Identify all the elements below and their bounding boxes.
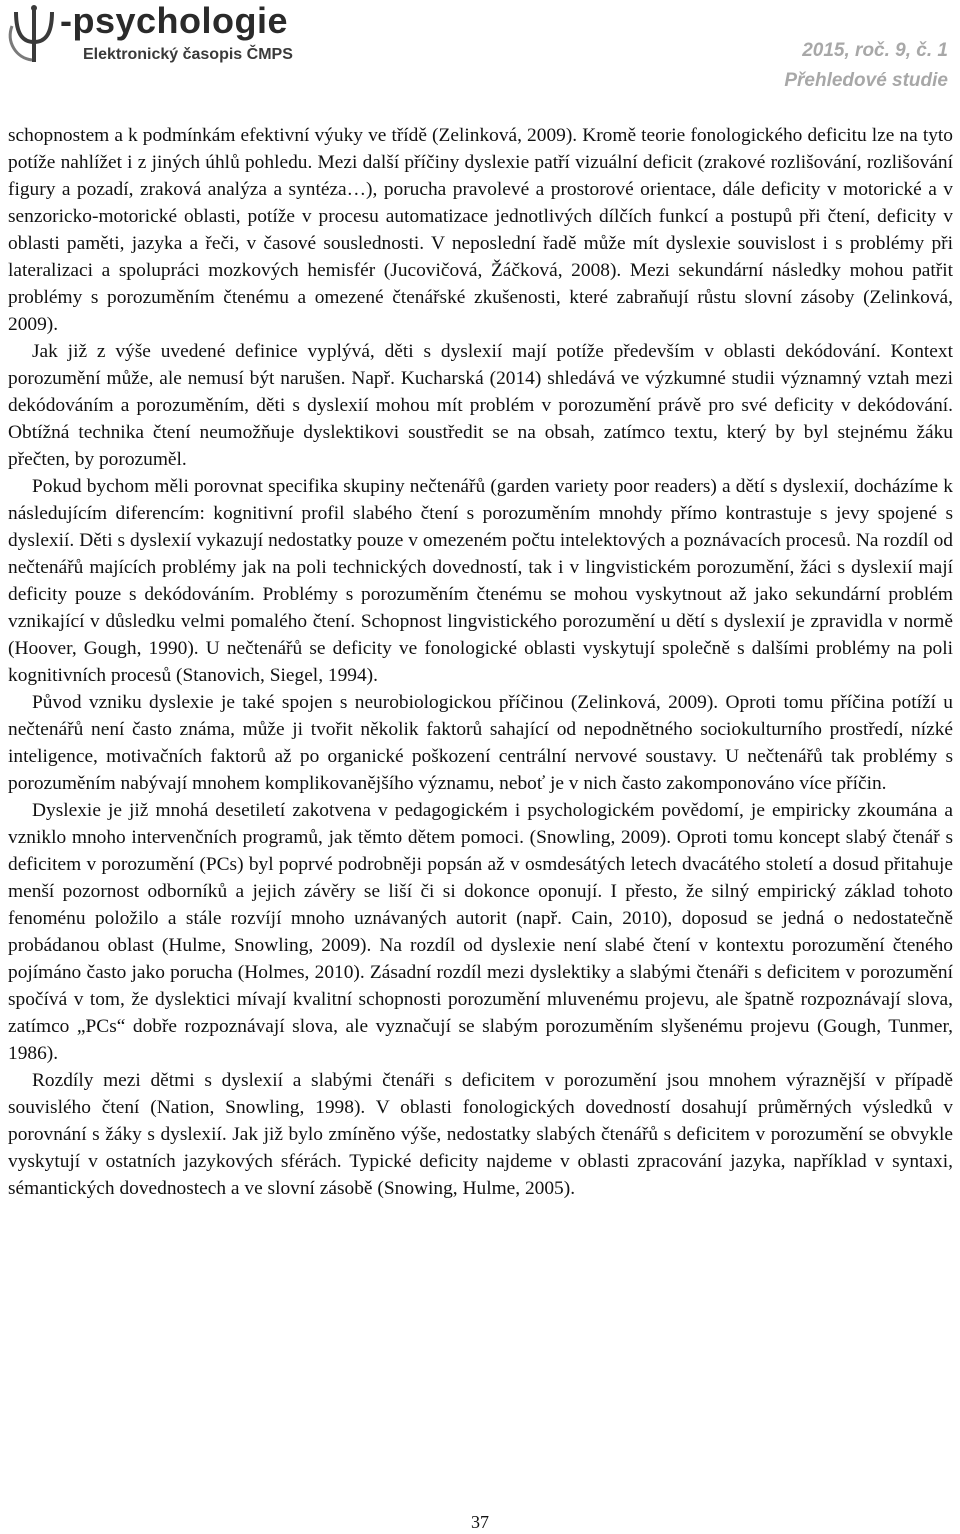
paragraph: Původ vzniku dyslexie je také spojen s neurobiologickou příčinou (Zelinková, 2009). Oproti tomu příčina potíží u nečtenářů není často známa, může ji tvořit několik faktorů sahající od nepodnětného sociokulturního prostředí, nízké inteligence, motivačních faktorů až po organické poškození centrální nervové soustavy. U nečtenářů tak problémy s porozuměním nabývají mnohem komplikovanějšího významu, neboť je v nich často zakomponováno více příčin. bbox=[8, 692, 953, 794]
section-name: Přehledové studie bbox=[784, 70, 948, 91]
journal-logo bbox=[4, 2, 334, 66]
journal-subtitle: Elektronický časopis ČMPS bbox=[83, 46, 293, 63]
issue-number: 2015, roč. 9, č. 1 bbox=[802, 40, 948, 61]
paragraph: Pokud bychom měli porovnat specifika skupiny nečtenářů (garden variety poor readers) a dětí s dyslexií, docházíme k následujícím diferencím: kognitivní profil slabého čtení s porozuměním mnohdy přímo kontrastuje s jevy spojené s dyslexií. Děti s dyslexií vykazují nedostatky pouze v omezeném počtu intelektových a poznávacích procesů. Na rozdíl od nečtenářů majících problémy jak na poli technických dovedností, tak i v lingvistickém porozumění, žáci s dyslexií mají deficity pouze s dekódováním. Problémy s porozuměním čtenému se mohou vyskytnout až jako sekundární problém vznikající v důsledku velmi pomalého čtení. Schopnost lingvistického porozumění u dětí s dyslexií je zpravidla v normě (Hoover, Gough, 1990). U nečtenářů se deficity ve fonologické oblasti vyskytují společně s dalšími problémy na poli kognitivních procesů (Stanovich, Siegel, 1994). bbox=[8, 476, 953, 686]
journal-title: -psychologie bbox=[60, 0, 289, 41]
page-header bbox=[0, 0, 960, 110]
psi-logo-icon bbox=[4, 2, 64, 66]
paragraph: Jak již z výše uvedené definice vyplývá, děti s dyslexií mají potíže především v oblasti dekódování. Kontext porozumění může, ale nemusí být narušen. Např. Kucharská (2014) shledává ve výzkumné studii významný vztah mezi dekódováním a porozuměním, děti s dyslexií mohou mít problém v porozumění právě pro své deficity v dekódování. Obtížná technika čtení neumožňuje dyslektikovi soustředit se na obsah, zatímco textu, který by byl stejnému žáku přečten, by porozuměl. bbox=[8, 341, 953, 470]
issue-info bbox=[784, 36, 948, 96]
paragraph: Dyslexie je již mnohá desetiletí zakotvena v pedagogickém i psychologickém povědomí, je empiricky zkoumána a vzniklo mnoho intervenčních programů, jak těmto dětem pomoci. (Snowling, 2009). Oproti tomu koncept slabý čtenář s deficitem v porozumění (PCs) byl poprvé podrobněji popsán až v osmdesátých letech dvacátého století a dosud přitahuje menší pozornost odborníků a jejich závěry se liší či si dokonce oponují. I přesto, že silný empirický základ tohoto fenoménu položilo a stále rozvíjí mnoho uznávaných autorit (např. Cain, 2010), doposud se jedná o nedostatečně probádanou oblast (Hulme, Snowling, 2009). Na rozdíl od dyslexie není slabé čtení v kontextu porozumění čteného pojímáno často jako porucha (Holmes, 2010). Zásadní rozdíl mezi dyslektiky a slabými čtenáři s deficitem v porozumění spočívá v tom, že dyslektici mívají kvalitní schopnosti porozumění mluvenému projevu, ale špatně rozpoznávají slova, zatímco „PCs“ dobře rozpoznávají slova, ale vyznačují se slabým porozuměním slyšenému projevu (Gough, Tunmer, 1986). bbox=[8, 800, 953, 1064]
paragraph: Rozdíly mezi dětmi s dyslexií a slabými čtenáři s deficitem v porozumění jsou mnohem výraznější v případě souvislého čtení (Nation, Snowling, 1998). V oblasti fonologických dovedností dosahují průměrných výsledků v porovnání s žáky s dyslexií. Jak již bylo zmíněno výše, nedostatky slabých čtenářů s deficitem v porozumění se obvykle vyskytují v ostatních jazykových sférách. Typické deficity najdeme v oblasti zpracování jazyka, například v syntaxi, sémantických dovednostech a ve slovní zásobě (Snowing, Hulme, 2005). bbox=[8, 1070, 953, 1199]
page-number: 37 bbox=[471, 1512, 489, 1532]
paragraph: schopnostem a k podmínkám efektivní výuky ve třídě (Zelinková, 2009). Kromě teorie fonologického deficitu lze na tyto potíže nahlížet i z jiných úhlů pohledu. Mezi další příčiny dyslexie patří vizuální deficit (zrakové rozlišování, rozlišování figury a pozadí, zraková analýza a syntéza…), porucha pravolevé a prostorové orientace, dále deficity v motorické a v senzoricko-motorické oblasti, potíže v procesu automatizace jednotlivých dílčích funkcí a postupů při čtení, deficity v oblasti paměti, jazyka a řeči, v časové souslednosti. V neposlední řadě může mít dyslexie souvislost i s problémy při lateralizaci a spolupráci mozkových hemisfér (Jucovičová, Žáčková, 2008). Mezi sekundární následky mohou patřit problémy s porozuměním čtenému a omezené čtenářské zkušenosti, které zabraňují růstu slovní zásoby (Zelinková, 2009). bbox=[8, 125, 953, 335]
article-body bbox=[8, 122, 953, 1202]
